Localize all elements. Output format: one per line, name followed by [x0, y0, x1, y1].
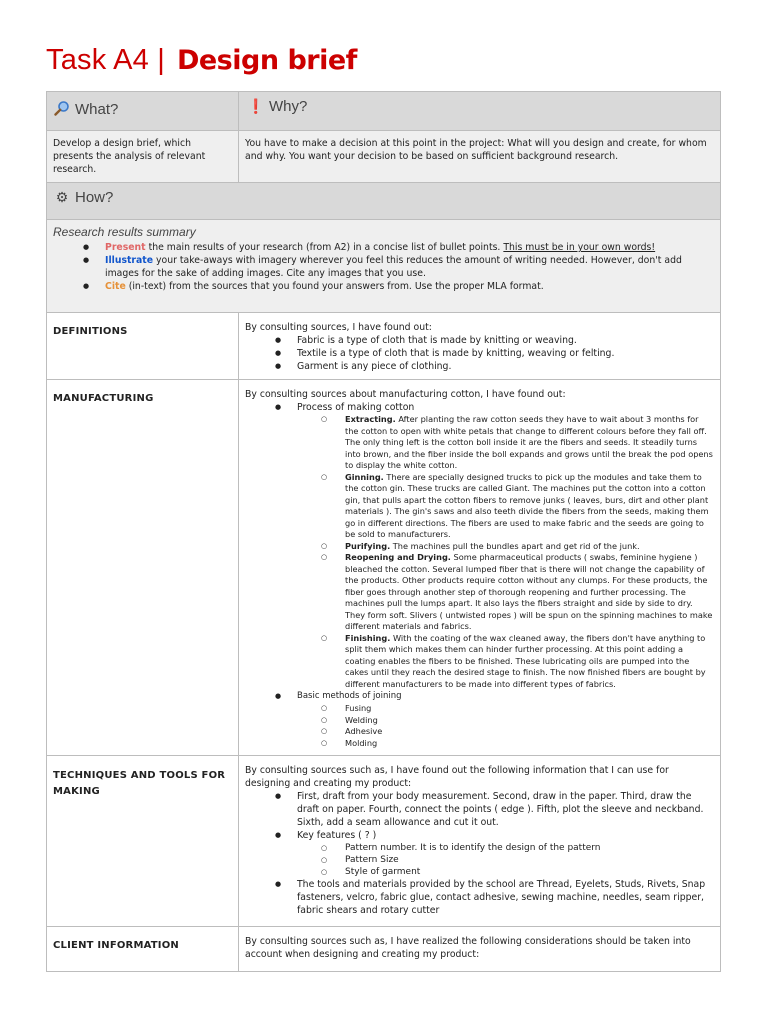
why-text-cell	[239, 131, 721, 183]
how-header-cell	[47, 183, 721, 220]
techniques-label-cell	[47, 756, 239, 927]
what-text: Develop a design brief, which presents the analysis of relevant research.	[53, 138, 206, 175]
process-step: ○ Purifying. The machines pull the bundles apart and get rid of the junk.	[245, 541, 714, 553]
definition-item: ● Fabric is a type of cloth that is made by knitting or weaving.	[245, 334, 714, 347]
summary-cell	[47, 220, 721, 313]
manufacturing-label: MANUFACTURING	[53, 393, 154, 404]
process-step: ○ Ginning. There are specially designed trucks to pick up the modules and take them to the cotton gin. These trucks are called Giant. The machines put the cotton into a cotton gin, that pulls apart the cotton fibers to remove junks ( leaves, burs, dirt and other plant materials ). The gin's saws and also teeth divide the fibers from the seeds, making them go in different directions. The fibers are used to make fabric and the seeds are going to be sold to manufacturers.	[245, 472, 714, 541]
title-prefix: Task A4 |	[46, 44, 165, 76]
definitions-label-cell	[47, 313, 239, 380]
process-steps-list	[245, 414, 714, 690]
manufacturing-intro: By consulting sources about manufacturing cotton, I have found out:	[245, 389, 566, 400]
techniques-label: TECHNIQUES AND TOOLS FOR MAKING	[53, 770, 226, 797]
manufacturing-label-cell	[47, 380, 239, 756]
summary-item-present: ● Present the main results of your research (from A2) in a concise list of bullet points. This must be in your own words!	[53, 241, 714, 254]
definitions-intro: By consulting sources, I have found out:	[245, 322, 432, 333]
what-header-cell	[47, 92, 239, 131]
title-main: Design brief	[176, 45, 357, 76]
techniques-list	[245, 790, 714, 917]
summary-heading: Research results summary	[53, 225, 196, 239]
what-heading: What?	[75, 100, 119, 118]
client-intro: By consulting sources such as, I have realized the following considerations should be taken into account when designing and creating my product:	[245, 936, 691, 960]
manufacturing-list	[245, 401, 714, 414]
client-label-cell	[47, 927, 239, 972]
exclamation-icon: ❗	[247, 98, 265, 114]
definition-item: ● Garment is any piece of clothing.	[245, 360, 714, 373]
key-feature-item: ○ Style of garment	[245, 866, 714, 878]
process-label: ● Process of making cotton	[245, 401, 714, 414]
manufacturing-content-cell	[239, 380, 721, 756]
definitions-list	[245, 334, 714, 373]
client-content-cell	[239, 927, 721, 972]
process-step: ○ Extracting. After planting the raw cotton seeds they have to wait about 3 months for the cotton to open with white petals that change to different colours before they fall off. The only thing left is the cotton boll inside it are the fibers and seeds. It steadily turns into brown, and the fiber inside the boll expands and grows until the break the pod opens to display the white cotton.	[245, 414, 714, 472]
why-heading: Why?	[269, 98, 308, 115]
client-label: CLIENT INFORMATION	[53, 940, 179, 951]
techniques-content-cell	[239, 756, 721, 927]
joining-label: ● Basic methods of joining	[245, 690, 714, 703]
tools-item: ● The tools and materials provided by the school are Thread, Eyelets, Studs, Rivets, Snap fasteners, velcro, fabric glue, contact adhesive, sewing machine, needles, seam ripper, fabric shears and rotary cutter	[245, 878, 714, 917]
definitions-content-cell	[239, 313, 721, 380]
joining-item: ○ Welding	[245, 715, 714, 727]
key-feature-item: ○ Pattern number. It is to identify the design of the pattern	[245, 842, 714, 854]
joining-item: ○ Molding	[245, 738, 714, 750]
process-step: ○ Reopening and Drying. Some pharmaceutical products ( swabs, feminine hygiene ) bleached the cotton. Several lumped fiber that is there will not change the capability of the products. Other products require cotton without any clumps. For these products, the fiber goes through another step of thorough reopening and further processing. The machines pull the lumps apart. It also lays the fibers straight and side by side to dry. They form soft. Slivers ( untwisted ropes ) will be spun on the spinning machines to make different materials and fabrics.	[245, 552, 714, 633]
process-step: ○ Finishing. With the coating of the wax cleaned away, the fibers don't have anything to split them which makes them can hinder further processing. At this point adding a coating enables the fibers to be finished. These lubricating oils are pumped into the cakes until they reach the desired stage to finish. The now finished fibers are bought by different manufacturers to be made into different types of fabrics.	[245, 633, 714, 691]
design-brief-table	[46, 91, 721, 972]
joining-list	[245, 690, 714, 749]
joining-item: ○ Adhesive	[245, 726, 714, 738]
techniques-intro: By consulting sources such as, I have found out the following information that I can use for designing and creating my product:	[245, 765, 669, 789]
key-features-label: ● Key features ( ? )	[245, 829, 714, 842]
key-feature-item: ○ Pattern Size	[245, 854, 714, 866]
how-heading: How?	[75, 189, 114, 206]
summary-item-illustrate: ● Illustrate your take-aways with imagery wherever you feel this reduces the amount of writing needed. However, don't add images for the sake of adding images. Cite any images that you use.	[53, 254, 714, 280]
techniques-first-item: ● First, draft from your body measurement. Second, draw in the paper. Third, draw the draft on paper. Fourth, connect the points ( edge ). Fifth, plot the sleeve and neckband. Sixth, add a seam allowance and cut it out.	[245, 790, 714, 829]
what-text-cell	[47, 131, 239, 183]
joining-item: ○ Fusing	[245, 703, 714, 715]
why-text: You have to make a decision at this point in the project: What will you design and create, for whom and why. You want your decision to be based on sufficient background research.	[245, 138, 707, 162]
definitions-label: DEFINITIONS	[53, 326, 128, 337]
page-title	[46, 44, 357, 84]
definition-item: ● Textile is a type of cloth that is made by knitting, weaving or felting.	[245, 347, 714, 360]
gear-icon: ⚙	[55, 189, 69, 205]
summary-list	[53, 241, 714, 293]
summary-item-cite: ● Cite (in-text) from the sources that you found your answers from. Use the proper MLA format.	[53, 280, 714, 293]
magnifier-icon	[53, 100, 71, 118]
why-header-cell	[239, 92, 721, 131]
